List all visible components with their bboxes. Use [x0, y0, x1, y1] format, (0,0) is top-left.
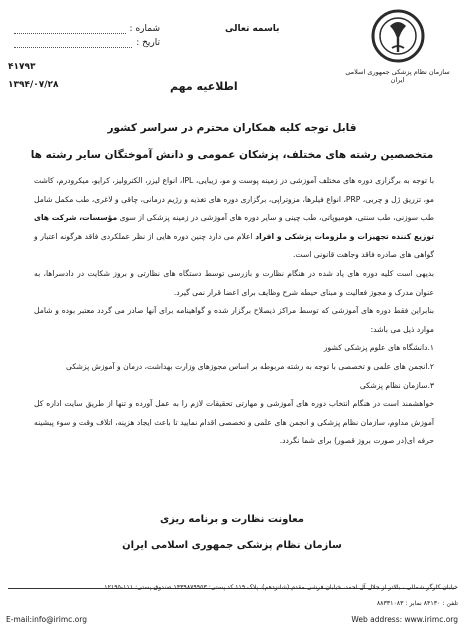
- iran-medical-council-emblem-icon: [370, 8, 426, 64]
- list-item: ۳.سازمان نظام پزشکی: [359, 380, 434, 390]
- addressee-line-2: متخصصین رشته های مختلف، پزشکان عمومی و دانش آموختگان سایر رشته ها: [30, 149, 434, 161]
- list-item: ۱.دانشگاه های علوم پزشکی کشور: [323, 343, 434, 353]
- notice-body: [34, 172, 434, 451]
- letter-date: ۱۳۹۴/۰۷/۲۸: [8, 80, 59, 90]
- date-row: [10, 36, 160, 50]
- body-paragraph-2: بدیهی است کلیه دوره های یاد شده در هنگام نظارت و بازرسی توسط دستگاه های نظارتی و بروز شکایت در دادسراها، به عنوان مدرک و مجوز فعالیت و مبنای حیطه شرح وظایف برای اعضا قرار نمی گیرد.: [34, 268, 434, 297]
- notice-title: اطلاعیه مهم: [170, 80, 238, 93]
- addressee-line-1: قابل توجه کلیه همکاران محترم در سراسر کشور: [107, 122, 357, 134]
- letter-number: ۴۱۷۹۳: [8, 62, 36, 72]
- number-dotted-line: [14, 25, 126, 34]
- footer-contacts: [6, 615, 458, 624]
- footer-phone: تلفن : ۸۴۱۳۰ نمابر : ۸۸۳۳۱۰۸۳: [376, 600, 458, 607]
- date-label: تاریخ :: [136, 38, 160, 48]
- signature-department: معاونت نظارت و برنامه ریزی: [160, 514, 304, 525]
- org-name-under-emblem: سازمان نظام پزشکی جمهوری اسلامی ایران: [345, 68, 450, 84]
- date-dotted-line: [14, 39, 132, 48]
- number-row: [10, 22, 160, 36]
- bold-entities: مؤسسات، شرکت های توزیع کننده تجهیزات و ملزومات پزشکی و افراد: [34, 213, 434, 241]
- list-item: ۲.انجمن های علمی و تخصصی با توجه به رشته مربوطه بر اساس مجوزهای وزارت بهداشت، درمان و آموزش پزشکی: [66, 361, 434, 371]
- header-salutation: باسمه تعالی: [225, 24, 280, 34]
- body-paragraph-1: با توجه به برگزاری دوره های مختلف آموزشی در زمینه پوست و مو، زیبایی، IPL، انواع لیزر، الکترولیز، کرایو، میکرودرم، کاشت مو، تزریق ژل و چربی، PRP، انواع فیلرها، مزوتراپی، برگزاری دوره های تغذیه و رژیم درمانی، چاقی و لاغری، طب مکمل شامل طب سوزنی، طب سنتی، هومیوپاتی، طب چینی و سایر دوره های آموزشی در زمینه پزشکی از سوی مؤسسات، شرکت های توزیع کننده تجهیزات و ملزومات پزشکی و افراد اعلام می دارد چنین دوره هایی از نظر عملکردی فاقد هرگونه اعتبار و گواهی های صادره فاقد وجاهت قانونی است.: [34, 176, 434, 260]
- footer-web: Web address: www.irimc.org: [351, 615, 458, 624]
- footer-email: E-mail:info@irimc.org: [6, 615, 87, 624]
- number-label: شماره :: [129, 24, 160, 34]
- footer-divider: [8, 588, 456, 589]
- signature-organization: سازمان نظام پزشکی جمهوری اسلامی ایران: [122, 540, 342, 551]
- body-paragraph-4: خواهشمند است در هنگام انتخاب دوره های آموزشی و مهارتی تحقیقات لازم را به عمل آورده و تنها از طریق سایت اداره کل آموزش مداوم، سازمان نظام پزشکی و انجمن های علمی و تخصصی اقدام نمایید تا باعث ایجاد هزینه، اتلاف وقت و سوء پیشینه حرفه ای(در صورت بروز قصور) برای شما نگردد.: [34, 399, 434, 446]
- footer-address: خیابان کارگر شمالی ، بالاتر از جلال آل احمد، خیابان فرشی مقدم (شانزدهم)، پلاک ۱۱۹ کد پستی: ۱۴۳۹۸۷۹۹۵۳ صندوق پستی: ۱۱۱-۱۲۱۹۵: [104, 584, 458, 591]
- body-paragraph-3: بنابراین فقط دوره های آموزشی که توسط مراکز ذیصلاح برگزار شده و گواهینامه برای آنها صادر می گردد معتبر بوده و شامل موارد ذیل می باشد:: [34, 306, 434, 334]
- letter-meta: [10, 22, 160, 50]
